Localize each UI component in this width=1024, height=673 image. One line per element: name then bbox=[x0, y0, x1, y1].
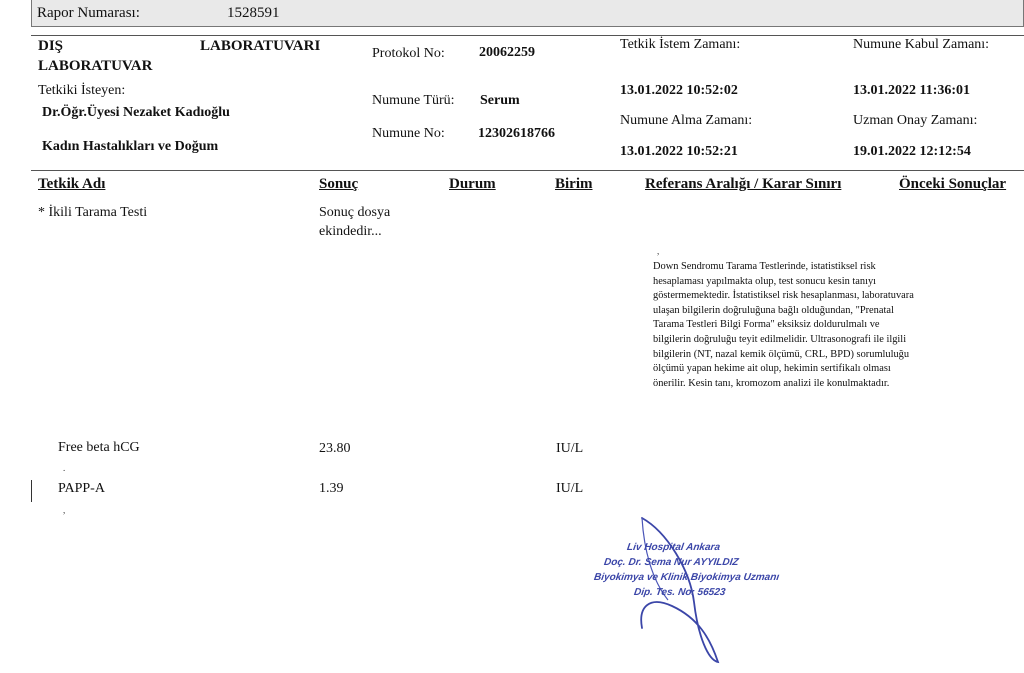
col-header-previous: Önceki Sonuçlar bbox=[899, 176, 1007, 192]
sample-no-value: 12302618766 bbox=[478, 126, 555, 141]
approve-time-label: Uzman Onay Zamanı: bbox=[853, 113, 978, 128]
test-group-result-line2: ekindedir... bbox=[319, 224, 382, 239]
lab-name-line2: LABORATUVAR bbox=[38, 58, 153, 74]
reference-note: Down Sendromu Tarama Testlerinde, istatistiksel risk hesaplaması yapılmakta olup, test sonucu kesin tanıyı göstermemektedir. İstatistiksel risk hesaplanması, laboratuvara ulaşan bilgilerin doğruluğuna bağlı olduğundan, "Prenatal Tarama Testleri Bilgi Forma" eksiksiz doldurulmalı ve bilgilerin doğruluğu teyit edilmelidir. Ultrasonografi ile ilgili bilgilerin (NT, nazal kemik ölçümü, CRL, BPD) sorumluluğu ölçümü yapan hekime ait olup, hekimin sertifikalı olması önerilir. Kesin tanı, kromozom analizi ile konulmaktadır. bbox=[653, 261, 914, 389]
col-header-reference: Referans Aralığı / Karar Sınırı bbox=[645, 176, 842, 192]
note-mark: , bbox=[657, 246, 660, 256]
requester-department: Kadın Hastalıkları ve Doğum bbox=[42, 139, 219, 154]
test-group-name: * İkili Tarama Testi bbox=[38, 205, 148, 220]
report-number-label: Rapor Numarası: bbox=[37, 5, 140, 21]
approve-time-value: 19.01.2022 12:12:54 bbox=[853, 144, 971, 159]
request-time-label: Tetkik İstem Zamanı: bbox=[620, 37, 741, 52]
accept-time-label: Numune Kabul Zamanı: bbox=[853, 37, 990, 52]
report-number-bar bbox=[31, 0, 1024, 27]
sample-type-value: Serum bbox=[480, 93, 520, 108]
row-mark: . bbox=[63, 463, 66, 473]
stamp-line4: Dip. Tes. No: 56523 bbox=[633, 587, 727, 598]
header-bottom-divider bbox=[31, 170, 1024, 171]
stamp-line1: Liv Hospital Ankara bbox=[626, 542, 721, 553]
row-free-beta-hcg-unit: IU/L bbox=[556, 441, 584, 456]
report-number-value: 1528591 bbox=[227, 5, 280, 21]
sample-no-label: Numune No: bbox=[372, 126, 445, 141]
request-time-value: 13.01.2022 10:52:02 bbox=[620, 83, 738, 98]
sample-type-label: Numune Türü: bbox=[372, 93, 455, 108]
row-mark: , bbox=[63, 505, 66, 515]
requester-doctor: Dr.Öğr.Üyesi Nezaket Kadıoğlu bbox=[42, 105, 230, 120]
col-header-test-name: Tetkik Adı bbox=[38, 176, 106, 192]
requester-label: Tetkiki İsteyen: bbox=[38, 83, 126, 98]
col-header-result: Sonuç bbox=[319, 176, 359, 192]
stamp-line3: Biyokimya ve Klinik Biyokimya Uzmanı bbox=[593, 572, 780, 583]
collect-time-label: Numune Alma Zamanı: bbox=[620, 113, 753, 128]
lab-name-line1-right: LABORATUVARI bbox=[200, 38, 321, 54]
collect-time-value: 13.01.2022 10:52:21 bbox=[620, 144, 738, 159]
row-free-beta-hcg-result: 23.80 bbox=[319, 441, 351, 456]
row-papp-a-name: PAPP-A bbox=[58, 481, 105, 496]
col-header-unit: Birim bbox=[555, 176, 593, 192]
lab-name-line1-left: DIŞ bbox=[38, 38, 64, 54]
row-papp-a-unit: IU/L bbox=[556, 481, 584, 496]
row-side-bar bbox=[31, 480, 32, 502]
header-top-divider bbox=[31, 35, 1024, 36]
test-group-result-line1: Sonuç dosya bbox=[319, 205, 391, 220]
row-papp-a-result: 1.39 bbox=[319, 481, 344, 496]
accept-time-value: 13.01.2022 11:36:01 bbox=[853, 83, 971, 98]
col-header-status: Durum bbox=[449, 176, 496, 192]
protocol-label: Protokol No: bbox=[372, 46, 445, 61]
protocol-value: 20062259 bbox=[479, 45, 535, 60]
row-free-beta-hcg-name: Free beta hCG bbox=[58, 440, 140, 455]
stamp-line2: Doç. Dr. Sema Nur AYYILDIZ bbox=[603, 557, 740, 568]
